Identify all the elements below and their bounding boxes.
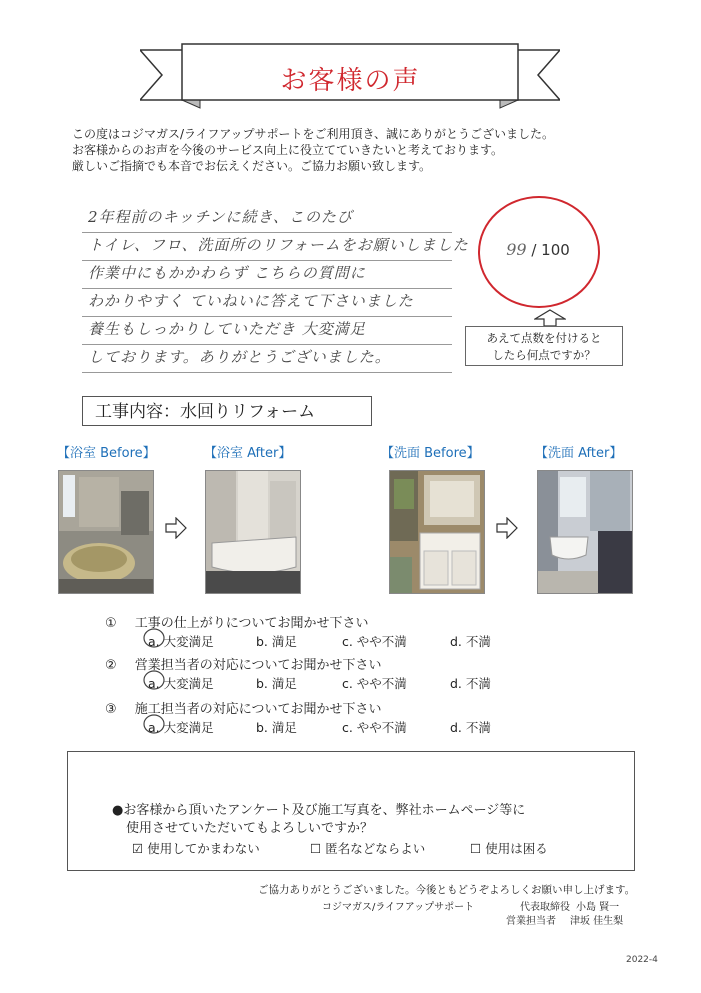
consent-line: 使用させていただいてもよろしいですか？ [126,821,374,836]
option-d[interactable]: d. 不満 [449,634,491,649]
option-c[interactable]: c. やや不満 [341,720,407,735]
option-a[interactable]: a. 大変満足 [148,676,214,691]
intro-line: お客様からのお声を今後のサービス向上に役立てていきたいと考えております。 [72,143,504,157]
question-number: ① [105,616,117,631]
checkbox-icon[interactable]: ☐ [310,841,322,856]
page-title: お客様の声 [280,66,421,96]
choice-label: 匿名などならよい [325,841,426,856]
intro-line: この度はコジマガス/ライフアップサポートをご利用頂き、誠にありがとうございました。 [72,127,555,141]
option-d[interactable]: d. 不満 [449,720,491,735]
comment-line: 養生もしっかりしていただき 大変満足 [82,317,452,345]
question-text: 施工担当者の対応についてお聞かせ下さい [134,702,382,717]
photo-label-wash-before: 【洗面 Before】 [381,446,480,461]
sales-name: 津坂 佳生梨 [570,916,624,927]
sales-title: 営業担当者 [506,916,556,927]
question-text: 営業担当者の対応についてお聞かせ下さい [134,658,382,673]
selection-circle-icon [142,712,168,736]
score-display [478,240,598,259]
handwritten-comment [82,205,469,373]
option-a[interactable]: a. 大変満足 [148,634,214,649]
choice-deny[interactable] [470,839,548,857]
document-date: 2022-4 [626,955,658,965]
score-question-box [465,326,623,366]
consent-question [112,802,525,838]
rep-name: 小島 賢一 [576,902,620,913]
photo-wash-after [537,470,633,594]
photo-label-bath-before: 【浴室 Before】 [57,446,156,461]
company-name: コジマガス/ライフアップサポート [322,902,475,913]
option-b[interactable]: b. 満足 [255,720,297,735]
photo-bath-before [58,470,154,594]
question-3-options [148,718,491,736]
question-1-options [148,632,491,650]
selection-circle-icon [142,668,168,692]
up-arrow-icon [534,309,566,327]
comment-line: 2年程前のキッチンに続き、このたび [82,205,452,233]
question-text: 工事の仕上がりについてお聞かせ下さい [134,616,369,631]
question-number: ② [105,658,117,673]
score-value: 99 [506,240,527,259]
option-c[interactable]: c. やや不満 [341,676,407,691]
choice-allow[interactable] [132,839,260,857]
intro-line: 厳しいご指摘でも本音でお伝えください。ご協力お願い致します。 [72,159,432,173]
arrow-right-icon [165,517,187,539]
comment-line: しております。ありがとうございました。 [82,345,452,373]
photo-wash-before [389,470,485,594]
choice-anonymous[interactable] [310,839,425,857]
score-max: / 100 [531,241,570,259]
option-b[interactable]: b. 満足 [255,676,297,691]
consent-line: ●お客様から頂いたアンケート及び施工写真を、弊社ホームページ等に [112,803,526,818]
thanks-text: ご協力ありがとうございました。今後ともどうぞよろしくお願い申し上げます。 [258,884,636,896]
choice-label: 使用してかまわない [147,841,260,856]
option-c[interactable]: c. やや不満 [341,634,407,649]
score-question-line: したら何点ですか？ [492,348,596,362]
question-number: ③ [105,702,117,717]
photo-bath-after [205,470,301,594]
comment-line: わかりやすく ていねいに答えて下さいました [82,289,452,317]
comment-line: 作業中にもかかわらず こちらの質問に [82,261,452,289]
photo-label-wash-after: 【洗面 After】 [535,446,623,461]
rep-title: 代表取締役 [520,902,570,913]
arrow-right-icon [496,517,518,539]
checkbox-icon[interactable]: ☐ [470,841,482,856]
option-a[interactable]: a. 大変満足 [148,720,214,735]
checkbox-checked-icon[interactable]: ☑ [132,841,144,856]
photo-label-bath-after: 【浴室 After】 [204,446,292,461]
intro-text [72,126,554,174]
score-question-line: あえて点数を付けると [486,331,602,345]
option-b[interactable]: b. 満足 [255,634,297,649]
work-content-label: 工事内容：水回りリフォーム [82,396,372,426]
question-2-options [148,674,491,692]
choice-label: 使用は困る [485,841,548,856]
comment-line: トイレ、フロ、洗面所のリフォームをお願いしました [82,233,452,261]
option-d[interactable]: d. 不満 [449,676,491,691]
selection-circle-icon [142,626,168,650]
